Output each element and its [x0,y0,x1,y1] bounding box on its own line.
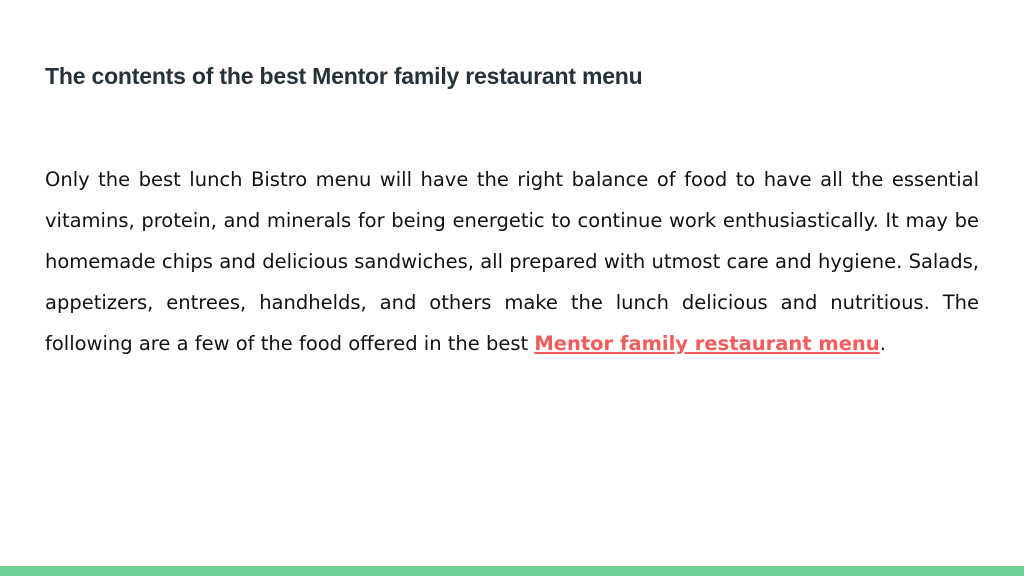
bottom-accent-bar [0,566,1024,576]
page-title: The contents of the best Mentor family restaurant menu [45,63,643,89]
menu-link[interactable]: Mentor family restaurant menu [534,332,880,355]
body-paragraph [45,159,979,364]
paragraph-text: Only the best lunch Bistro menu will have the right balance of food to have all the essential vitamins, protein, and minerals for being energetic to continue work enthusiastically. It may be homemade chips and delicious sandwiches, all prepared with utmost care and hygiene. Salads, appetizers, entrees, handhelds, and others make the lunch delicious and nutritious. The following are a few of the food offered in the best [45,168,979,355]
paragraph-trailing: . [879,332,886,355]
